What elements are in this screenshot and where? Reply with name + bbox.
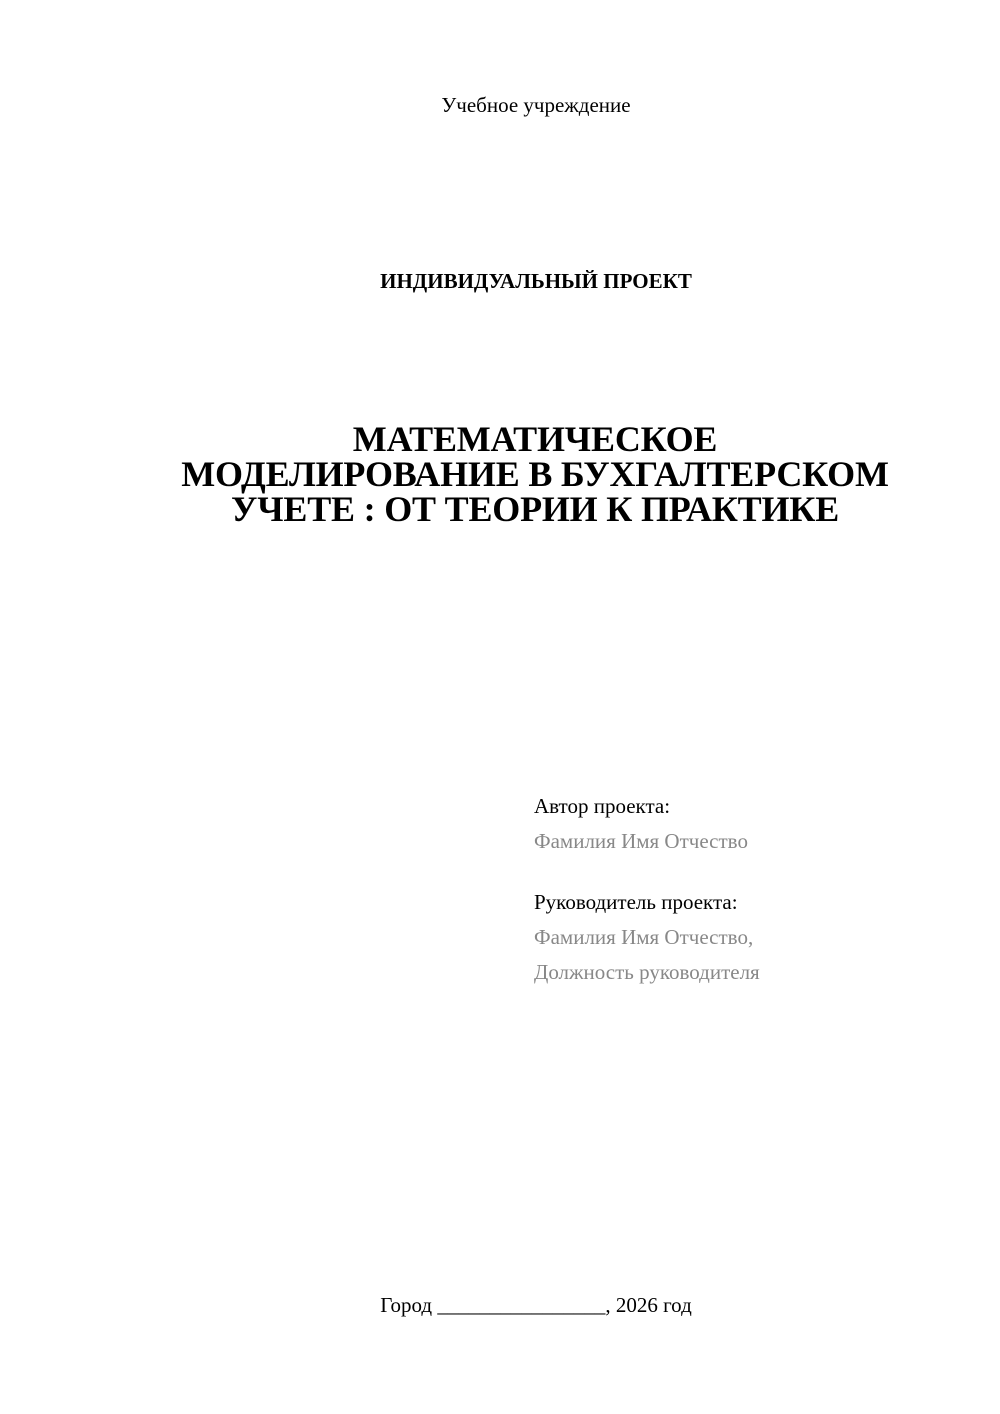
author-name: Фамилия Имя Отчество bbox=[534, 829, 748, 853]
project-title-line-2: МОДЕЛИРОВАНИЕ В БУХГАЛТЕРСКОМ bbox=[181, 454, 889, 494]
institution-name: Учебное учреждение bbox=[441, 93, 631, 117]
credits-block bbox=[534, 789, 974, 990]
city-year-footer: Город ________________, 2026 год bbox=[380, 1293, 692, 1317]
project-title-line-1: МАТЕМАТИЧЕСКОЕ bbox=[352, 419, 718, 459]
supervisor-position: Должность руководителя bbox=[534, 960, 760, 984]
supervisor-name: Фамилия Имя Отчество, bbox=[534, 925, 754, 949]
project-type-heading: ИНДИВИДУАЛЬНЫЙ ПРОЕКТ bbox=[380, 269, 692, 293]
credits-spacer bbox=[534, 859, 974, 885]
project-title bbox=[120, 419, 950, 529]
author-label: Автор проекта: bbox=[534, 794, 671, 818]
supervisor-label: Руководитель проекта: bbox=[534, 890, 738, 914]
project-title-line-3: УЧЕТЕ : ОТ ТЕОРИИ К ПРАКТИКЕ bbox=[230, 489, 840, 529]
